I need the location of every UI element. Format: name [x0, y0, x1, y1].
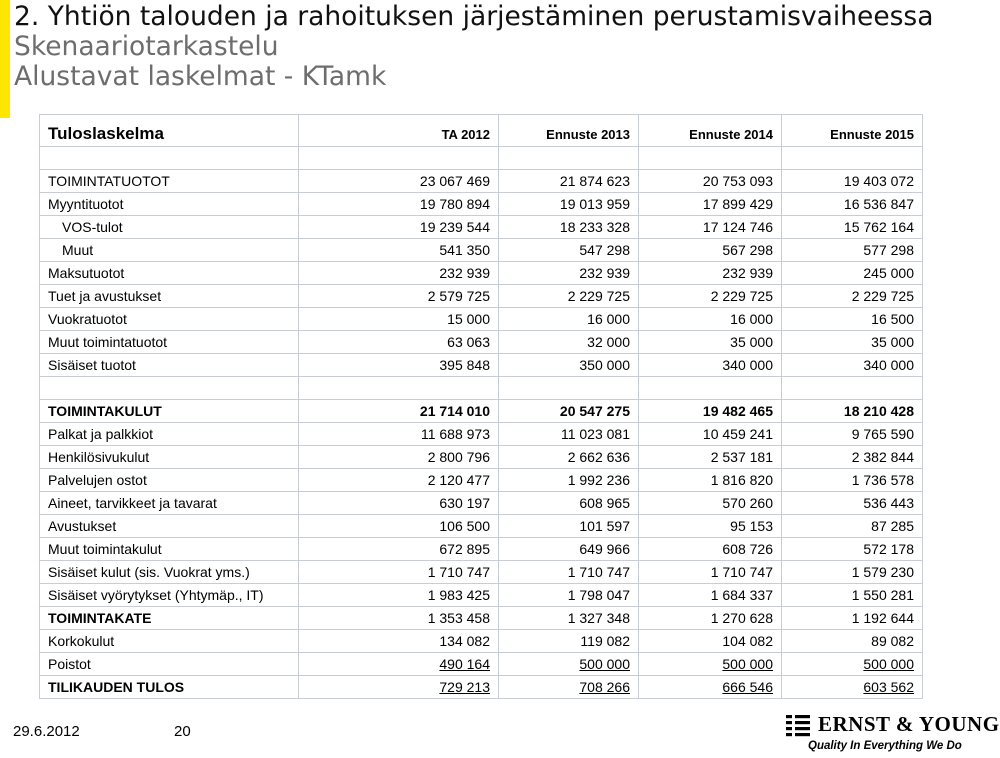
row-label: VOS-tulot [40, 216, 299, 239]
table-row [40, 653, 923, 676]
cell-value: 16 000 [639, 308, 782, 331]
cell-value: 19 403 072 [782, 170, 923, 193]
table-row [40, 262, 923, 285]
title-line-2: Skenaariotarkastelu [14, 31, 279, 62]
cell-value: 11 688 973 [299, 423, 499, 446]
cell-value: 9 765 590 [782, 423, 923, 446]
row-label: Vuokratuotot [40, 308, 299, 331]
cell-value: 395 848 [299, 354, 499, 377]
row-label: TOIMINTATUOTOT [40, 170, 299, 193]
column-header: Ennuste 2014 [639, 115, 782, 147]
row-label: Korkokulut [40, 630, 299, 653]
logo-wordmark: ERNST & YOUNG [818, 712, 1000, 736]
cell-value: 1 983 425 [299, 584, 499, 607]
accent-bar [0, 0, 10, 118]
row-label: Henkilösivukulut [40, 446, 299, 469]
table-row [40, 607, 923, 630]
cell-value: 119 082 [499, 630, 639, 653]
table-row [40, 354, 923, 377]
table-row [40, 170, 923, 193]
table-row [40, 285, 923, 308]
slide-title [14, 2, 933, 92]
cell-value: 1 192 644 [782, 607, 923, 630]
cell-value: 16 536 847 [782, 193, 923, 216]
table-row [40, 331, 923, 354]
cell-value: 340 000 [782, 354, 923, 377]
cell-value: 19 239 544 [299, 216, 499, 239]
cell-value: 232 939 [639, 262, 782, 285]
cell-value: 1 550 281 [782, 584, 923, 607]
row-label: Muut toimintatuotot [40, 331, 299, 354]
cell-value: 608 965 [499, 492, 639, 515]
table-header-row [40, 115, 923, 147]
cell-value: 1 798 047 [499, 584, 639, 607]
table-row [40, 446, 923, 469]
table-header-label: Tuloslaskelma [40, 115, 299, 147]
logo-tagline: Quality In Everything We Do [808, 740, 962, 752]
cell-value: 15 762 164 [782, 216, 923, 239]
cell-value: 541 350 [299, 239, 499, 262]
company-logo [786, 712, 1000, 756]
table-row [40, 515, 923, 538]
cell-value: 15 000 [299, 308, 499, 331]
spacer-row [40, 377, 923, 400]
cell-value: 729 213 [439, 679, 490, 695]
row-label: Aineet, tarvikkeet ja tavarat [40, 492, 299, 515]
cell-value: 16 500 [782, 308, 923, 331]
cell-value: 1 270 628 [639, 607, 782, 630]
cell-value: 547 298 [499, 239, 639, 262]
cell-value: 2 229 725 [639, 285, 782, 308]
table-row [40, 561, 923, 584]
table-row [40, 400, 923, 423]
table-row [40, 216, 923, 239]
row-label: Myyntituotot [40, 193, 299, 216]
cell-value: 17 899 429 [639, 193, 782, 216]
cell-value: 1 684 337 [639, 584, 782, 607]
cell-value: 649 966 [499, 538, 639, 561]
cell-value: 10 459 241 [639, 423, 782, 446]
cell-value: 89 082 [782, 630, 923, 653]
column-header: TA 2012 [299, 115, 499, 147]
cell-value: 1 710 747 [639, 561, 782, 584]
cell-value: 20 547 275 [499, 400, 639, 423]
cell-value: 1 992 236 [499, 469, 639, 492]
cell-value: 23 067 469 [299, 170, 499, 193]
cell-value: 35 000 [782, 331, 923, 354]
cell-value: 95 153 [639, 515, 782, 538]
cell-value: 350 000 [499, 354, 639, 377]
row-label: Maksutuotot [40, 262, 299, 285]
cell-value: 106 500 [299, 515, 499, 538]
table-row [40, 193, 923, 216]
cell-value: 18 233 328 [499, 216, 639, 239]
cell-value: 19 780 894 [299, 193, 499, 216]
cell-value: 2 537 181 [639, 446, 782, 469]
cell-value: 35 000 [639, 331, 782, 354]
table-row [40, 630, 923, 653]
cell-value: 603 562 [863, 679, 914, 695]
cell-value: 500 000 [579, 656, 630, 672]
cell-value: 16 000 [499, 308, 639, 331]
table-row [40, 469, 923, 492]
cell-value: 1 710 747 [499, 561, 639, 584]
row-label: Sisäiset tuotot [40, 354, 299, 377]
row-label: Poistot [40, 653, 299, 676]
cell-value: 2 229 725 [782, 285, 923, 308]
cell-value: 87 285 [782, 515, 923, 538]
cell-value: 2 120 477 [299, 469, 499, 492]
cell-value: 20 753 093 [639, 170, 782, 193]
cell-value: 1 710 747 [299, 561, 499, 584]
row-label: Sisäiset vyörytykset (Yhtymäp., IT) [40, 584, 299, 607]
row-label: TOIMINTAKULUT [40, 400, 299, 423]
cell-value: 21 874 623 [499, 170, 639, 193]
cell-value: 18 210 428 [782, 400, 923, 423]
title-line-3: Alustavat laskelmat - KTamk [14, 61, 387, 92]
cell-value: 572 178 [782, 538, 923, 561]
income-statement-table [39, 114, 923, 699]
row-label: Palkat ja palkkiot [40, 423, 299, 446]
table-row [40, 676, 923, 699]
cell-value: 340 000 [639, 354, 782, 377]
cell-value: 666 546 [722, 679, 773, 695]
ey-stripes-icon [786, 715, 812, 737]
cell-value: 536 443 [782, 492, 923, 515]
cell-value: 245 000 [782, 262, 923, 285]
cell-value: 21 714 010 [299, 400, 499, 423]
cell-value: 708 266 [579, 679, 630, 695]
cell-value: 577 298 [782, 239, 923, 262]
row-label: Sisäiset kulut (sis. Vuokrat yms.) [40, 561, 299, 584]
row-label: Muut toimintakulut [40, 538, 299, 561]
row-label: Tuet ja avustukset [40, 285, 299, 308]
row-label: TILIKAUDEN TULOS [40, 676, 299, 699]
cell-value: 1 736 578 [782, 469, 923, 492]
cell-value: 19 013 959 [499, 193, 639, 216]
cell-value: 17 124 746 [639, 216, 782, 239]
row-label: Avustukset [40, 515, 299, 538]
cell-value: 2 579 725 [299, 285, 499, 308]
cell-value: 672 895 [299, 538, 499, 561]
table-row [40, 492, 923, 515]
cell-value: 2 382 844 [782, 446, 923, 469]
cell-value: 134 082 [299, 630, 499, 653]
cell-value: 500 000 [863, 656, 914, 672]
page-number: 20 [174, 723, 191, 740]
cell-value: 101 597 [499, 515, 639, 538]
table-row [40, 308, 923, 331]
spacer-row [40, 147, 923, 170]
cell-value: 32 000 [499, 331, 639, 354]
cell-value: 500 000 [722, 656, 773, 672]
table-row [40, 239, 923, 262]
cell-value: 19 482 465 [639, 400, 782, 423]
cell-value: 2 229 725 [499, 285, 639, 308]
table-row [40, 423, 923, 446]
cell-value: 567 298 [639, 239, 782, 262]
cell-value: 1 353 458 [299, 607, 499, 630]
cell-value: 630 197 [299, 492, 499, 515]
cell-value: 1 327 348 [499, 607, 639, 630]
footer-date: 29.6.2012 [13, 723, 80, 740]
cell-value: 570 260 [639, 492, 782, 515]
table-row [40, 538, 923, 561]
cell-value: 608 726 [639, 538, 782, 561]
cell-value: 232 939 [299, 262, 499, 285]
title-line-1: 2. Yhtiön talouden ja rahoituksen järjestäminen perustamisvaiheessa [14, 1, 934, 32]
row-label: TOIMINTAKATE [40, 607, 299, 630]
row-label: Palvelujen ostot [40, 469, 299, 492]
column-header: Ennuste 2015 [782, 115, 923, 147]
cell-value: 2 800 796 [299, 446, 499, 469]
cell-value: 11 023 081 [499, 423, 639, 446]
cell-value: 232 939 [499, 262, 639, 285]
cell-value: 104 082 [639, 630, 782, 653]
table-row [40, 584, 923, 607]
cell-value: 1 579 230 [782, 561, 923, 584]
row-label: Muut [40, 239, 299, 262]
cell-value: 2 662 636 [499, 446, 639, 469]
column-header: Ennuste 2013 [499, 115, 639, 147]
cell-value: 1 816 820 [639, 469, 782, 492]
cell-value: 490 164 [439, 656, 490, 672]
cell-value: 63 063 [299, 331, 499, 354]
